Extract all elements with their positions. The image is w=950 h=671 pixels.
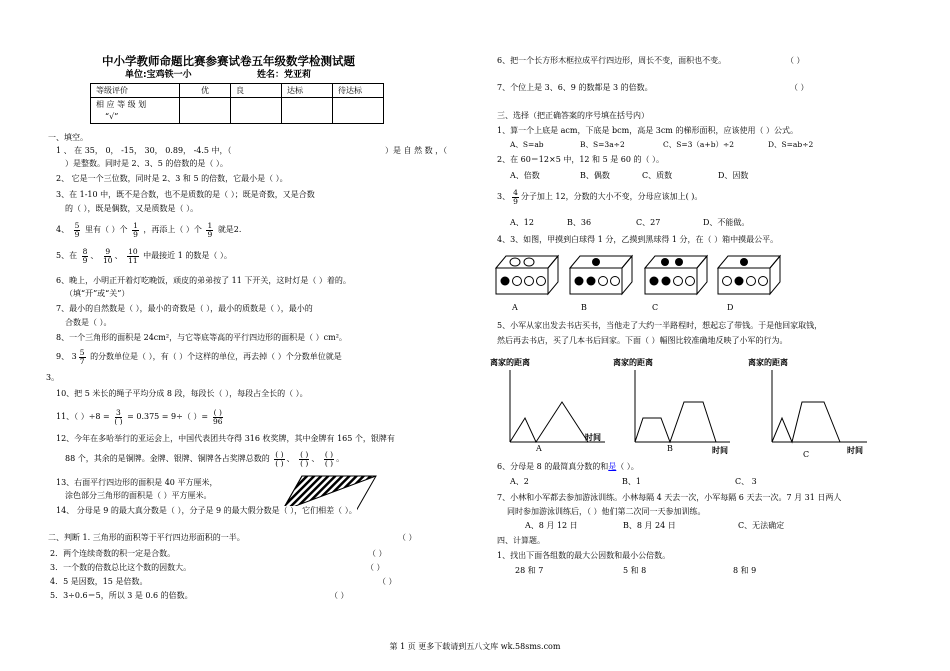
q2-line: 2、 它是一个三位数，同时是 2、3 和 5 的倍数，它最小是（ ）。 — [56, 174, 288, 183]
fraction-den: ( ) — [300, 458, 309, 468]
fraction-num: 8 — [82, 246, 88, 256]
fraction-den: 11 — [128, 255, 138, 265]
q13-line: 13、右面平行四边形的面积是 40 平方厘米， — [56, 478, 218, 487]
section2-heading: 二、判断 1. 三角形的面积等于平行四边形面积的一半。 — [48, 533, 245, 542]
grade-header: 待达标 — [333, 84, 384, 98]
q5-text: 中最接近 1 的数是（ ）。 — [143, 251, 232, 260]
choice-option: C、无法确定 — [738, 521, 785, 530]
fraction-num: ( ) — [324, 449, 334, 459]
choice-q3-text: 分子加上 12，分数的大小不变，分母应该加上( )。 — [520, 192, 703, 201]
choice-option: A、倍数 — [510, 171, 540, 180]
fraction — [324, 451, 334, 468]
page-title: 中小学教师命题比赛参赛试卷五年级数学检测试题 — [102, 54, 355, 68]
choice-q7: 同时参加游泳训练后，（ ）他们第二次同一天参加训练。 — [507, 507, 706, 516]
choice-q3-text: 3、 — [497, 192, 511, 201]
fraction-den: ( ) — [324, 458, 334, 468]
fraction-num: 4 — [513, 187, 518, 197]
grade-header: 优 — [180, 84, 231, 98]
q11-text: = 0.375 = 9÷（ ）= — [127, 412, 209, 421]
fraction-num: 9 — [105, 246, 111, 256]
q5-text: 5、在 — [56, 251, 78, 260]
q3-line: 3、在 1-10 中，既不是合数，也不是质数的是（ ）；既是奇数，又是合数 — [56, 190, 315, 199]
choice-q6-link[interactable]: 是 — [608, 462, 617, 471]
fraction-den: 10 — [102, 255, 113, 265]
q4-text: 里有（ ）个 — [84, 225, 128, 234]
q7-line: 合数是（ ）。 — [65, 318, 112, 327]
choice-option: C、质数 — [642, 171, 673, 180]
judge-mark: （ ） — [366, 563, 385, 572]
choice-option: B、S=3a÷2 — [580, 140, 625, 149]
grade-cell — [231, 98, 282, 124]
graph-x-label: 时间 — [847, 446, 863, 455]
choice-option: B、偶数 — [580, 171, 610, 180]
ball-boxes-figure — [490, 254, 790, 296]
judge-mark: （ ） — [398, 533, 417, 542]
q11-text: 11、（ ）÷8 = — [56, 412, 110, 421]
fraction — [127, 248, 139, 265]
fraction — [132, 222, 139, 239]
grade-row-label: 相 应 等 级 划 — [91, 98, 180, 112]
unit-label: 单位:宝鸡铁一小 — [125, 70, 192, 80]
choice-option: A、8 月 12 日 — [525, 521, 578, 530]
q13-line: 涂色部分三角形的面积是（ ）平方厘米。 — [65, 491, 212, 500]
graph-x-label: 时间 — [712, 446, 728, 455]
fraction-den: ( ) — [275, 458, 284, 468]
q1-line: ）是 自 然 数 ，（ — [385, 146, 448, 155]
fraction-den: 9 — [74, 229, 80, 239]
grade-cell — [282, 98, 333, 124]
fraction — [103, 248, 113, 265]
choice-q7: 7、小林和小军都去参加游泳训练。小林每隔 4 天去一次，小军每隔 6 天去一次。7 月 31 日两人 — [497, 493, 842, 502]
q9-whole: 3 — [71, 352, 77, 361]
q9-text: 的分数单位是（ ），有（ ）个这样的单位，再去掉（ ）个分数单位就是 — [90, 352, 342, 361]
fraction-num: 1 — [207, 220, 213, 230]
choice-option: C、27 — [636, 218, 661, 227]
choice-q4: 4、3、如图，甲摸到白球得 1 分，乙摸到黑球得 1 分，在（ ）箱中摸最公平。 — [497, 235, 779, 244]
choice-option: B、8 月 24 日 — [623, 521, 676, 530]
fraction — [114, 409, 122, 426]
fraction-num: 10 — [128, 246, 138, 256]
ball-box-d — [718, 256, 780, 294]
graph-a — [510, 370, 605, 442]
fraction-den: 9 — [513, 196, 518, 206]
choice-option: D、S=ab÷2 — [768, 140, 814, 149]
grade-cell — [180, 98, 231, 124]
fraction-den: 9 — [82, 255, 88, 265]
section3-heading: 三、选择（把正确答案的序号填在括号内） — [497, 111, 649, 120]
judge-item: 2．两个连续奇数的积一定是合数。 — [50, 549, 176, 558]
grade-row-mark: “√” — [91, 111, 180, 124]
graph-y-label: 离家的距离 — [490, 358, 530, 367]
calc-pair: 28 和 7 — [515, 566, 544, 575]
q5-line: 5、在 $\frac{8}{9}$ 、 $\frac{9}{10}$ 、 $\frac{10}{11}$ 中最接近 1 的数是（ ）。 — [56, 246, 232, 265]
graph-label: C — [803, 450, 810, 459]
choice-q1: 1、算一个上底是 acm，下底是 bcm，高是 3cm 的梯形面积，应该使用（ ）公式。 — [497, 126, 798, 135]
page-footer: 第 1 页 更多下载请到五八文库 wk.58sms.com — [389, 642, 561, 651]
choice-q5: 5、小军从家出发去书店买书，当他走了大约一半路程时，想起忘了带钱。于是他回家取钱， — [497, 321, 823, 330]
name-label: 姓名：党亚莉 — [257, 70, 312, 80]
box-label: C — [652, 303, 659, 312]
graph-c — [772, 370, 867, 442]
q8-line: 8、一个三角形的面积是 24cm²，与它等底等高的平行四边形的面积是（ ）cm²。 — [56, 333, 347, 342]
graph-b — [635, 370, 730, 442]
q11-line — [56, 404, 225, 430]
judge-mark: （ ） — [790, 83, 809, 92]
q10-line: 10、把 5 米长的绳子平均分成 8 段，每段长（ ），每段占全长的（ ）。 — [56, 389, 308, 398]
q1-line: 1 、 在 35， 0， -15， 30， 0.89， -4.5 中，（ — [56, 146, 232, 155]
grade-header: 良 — [231, 84, 282, 98]
q4-text: 4、 — [56, 225, 70, 234]
q9-line: 3。 — [46, 373, 60, 382]
fraction — [79, 349, 86, 366]
q4-text: 就是2. — [217, 225, 242, 234]
fraction-num: 5 — [79, 347, 85, 357]
distance-graphs — [490, 370, 890, 450]
box-label: A — [512, 303, 518, 312]
fraction-num: 5 — [74, 220, 80, 230]
q12-text: 88 个，其余的是铜牌。金牌、银牌、铜牌各占奖牌总数的 — [65, 454, 270, 463]
fraction — [206, 222, 213, 239]
choice-option: C、S=3（a+b）÷2 — [663, 140, 735, 149]
ball-box-a — [496, 256, 558, 294]
fraction-den: 7 — [79, 356, 85, 366]
choice-option: D、因数 — [718, 171, 749, 180]
graph-label: B — [667, 444, 673, 453]
choice-q6 — [497, 462, 639, 472]
grade-cell — [333, 98, 384, 124]
choice-q6-text: 6、分母是 8 的最简真分数的和 — [497, 462, 609, 471]
judge-item: 4．5 是因数，15 是倍数。 — [50, 577, 148, 586]
q4-line — [56, 219, 241, 241]
calc-pair: 8 和 9 — [733, 566, 757, 575]
graph-y-label: 离家的距离 — [748, 358, 788, 367]
q12-line: 88 个，其余的是铜牌。金牌、银牌、铜牌各占奖牌总数的 $\frac{( )}{( )}$ 、 $\frac{( )}{( )}$ 、 $\frac{( )}{( )}$ 。 — [65, 449, 345, 468]
q9-line — [56, 346, 342, 368]
q7-line: 7、最小的自然数是（ ），最小的奇数是（ ），最小的质数是（ ），最小的 — [56, 304, 313, 313]
choice-option: C、 3 — [735, 477, 757, 486]
judge-mark: （ ） — [786, 56, 805, 65]
q9-text: 9、 — [56, 352, 70, 361]
q6-line: （填“开”或“关”） — [65, 289, 130, 298]
q12-line: 12、今年在多哈举行的亚运会上，中国代表团共夺得 316 枚奖牌，其中金牌有 165 个，银牌有 — [56, 434, 395, 443]
box-label: D — [727, 303, 734, 312]
grade-table — [90, 83, 384, 124]
q4-text: ，再添上（ ）个 — [143, 225, 202, 234]
graph-x-label: 时间 — [585, 433, 601, 442]
section1-heading: 一、填空。 — [48, 133, 88, 142]
calc-instruction: 1、找出下面各组数的最大公因数和最小公倍数。 — [497, 551, 671, 560]
fraction-den: 9 — [207, 229, 213, 239]
fraction-den: ( ) — [114, 416, 123, 426]
judge-mark: （ ） — [330, 591, 349, 600]
fraction-num: ( ) — [300, 449, 309, 459]
q6-line: 6、晚上，小明正开着灯吃晚饭，顽皮的弟弟按了 11 下开关，这时灯是（ ）着的。 — [56, 276, 351, 285]
fraction — [74, 222, 81, 239]
choice-option: A、2 — [510, 477, 529, 486]
graph-y-label: 离家的距离 — [613, 358, 653, 367]
judge-mark: （ ） — [378, 577, 397, 586]
grade-header: 达标 — [282, 84, 333, 98]
choice-q6-text: （ ）。 — [616, 462, 639, 471]
choice-option: A、S=ab — [510, 140, 544, 149]
judge-item: 5．3÷0.6＝5，所以 3 是 0.6 的倍数。 — [50, 591, 193, 600]
fraction — [213, 409, 223, 426]
calc-pair: 5 和 8 — [623, 566, 647, 575]
q1-line: ）是整数。同时是 2、3、5 的倍数的是（ ）。 — [65, 159, 228, 168]
fraction-num: ( ) — [275, 449, 284, 459]
choice-q3 — [497, 186, 702, 208]
choice-option: B、1 — [622, 477, 641, 486]
choice-q2: 2、在 60＝12×5 中，12 和 5 是 60 的（ ）。 — [497, 155, 665, 164]
judge-mark: （ ） — [368, 549, 387, 558]
box-label: B — [581, 303, 587, 312]
ball-box-b — [570, 256, 632, 294]
fraction — [299, 451, 309, 468]
choice-option: D、不能做。 — [703, 218, 750, 227]
q3-line: 的（ ），既是偶数，又是质数是（ ）。 — [65, 204, 199, 213]
fraction-num: 3 — [116, 407, 121, 417]
fraction — [82, 248, 89, 265]
graph-label: A — [536, 444, 542, 453]
q14-line: 14、 分母是 9 的最大真分数是（ ），分子是 9 的最大假分数是（ ），它们相差（ ）。 — [56, 506, 357, 515]
fraction — [512, 189, 519, 206]
grade-header: 等级评价 — [91, 84, 180, 98]
fraction-den: 96 — [212, 416, 223, 426]
choice-option: B、36 — [567, 218, 592, 227]
judge-item: 3．一个数的倍数总比这个数的因数大。 — [50, 563, 192, 572]
judge-q7: 7、个位上是 3、6、9 的数都是 3 的倍数。 — [497, 83, 653, 92]
fraction — [274, 451, 284, 468]
choice-q5: 然后再去书店，买了几本书后回家。下面（ ）幅图比较准确地反映了小军的行为。 — [497, 336, 788, 345]
judge-q6: 6、把一个长方形木框拉成平行四边形，周长不变，面积也不变。 — [497, 56, 727, 65]
fraction-den: 9 — [133, 229, 138, 239]
choice-option: A、12 — [510, 218, 534, 227]
section4-heading: 四、计算题。 — [497, 536, 545, 545]
fraction-num: 1 — [133, 220, 138, 230]
ball-box-c — [645, 256, 707, 294]
fraction-num: ( ) — [213, 407, 222, 417]
